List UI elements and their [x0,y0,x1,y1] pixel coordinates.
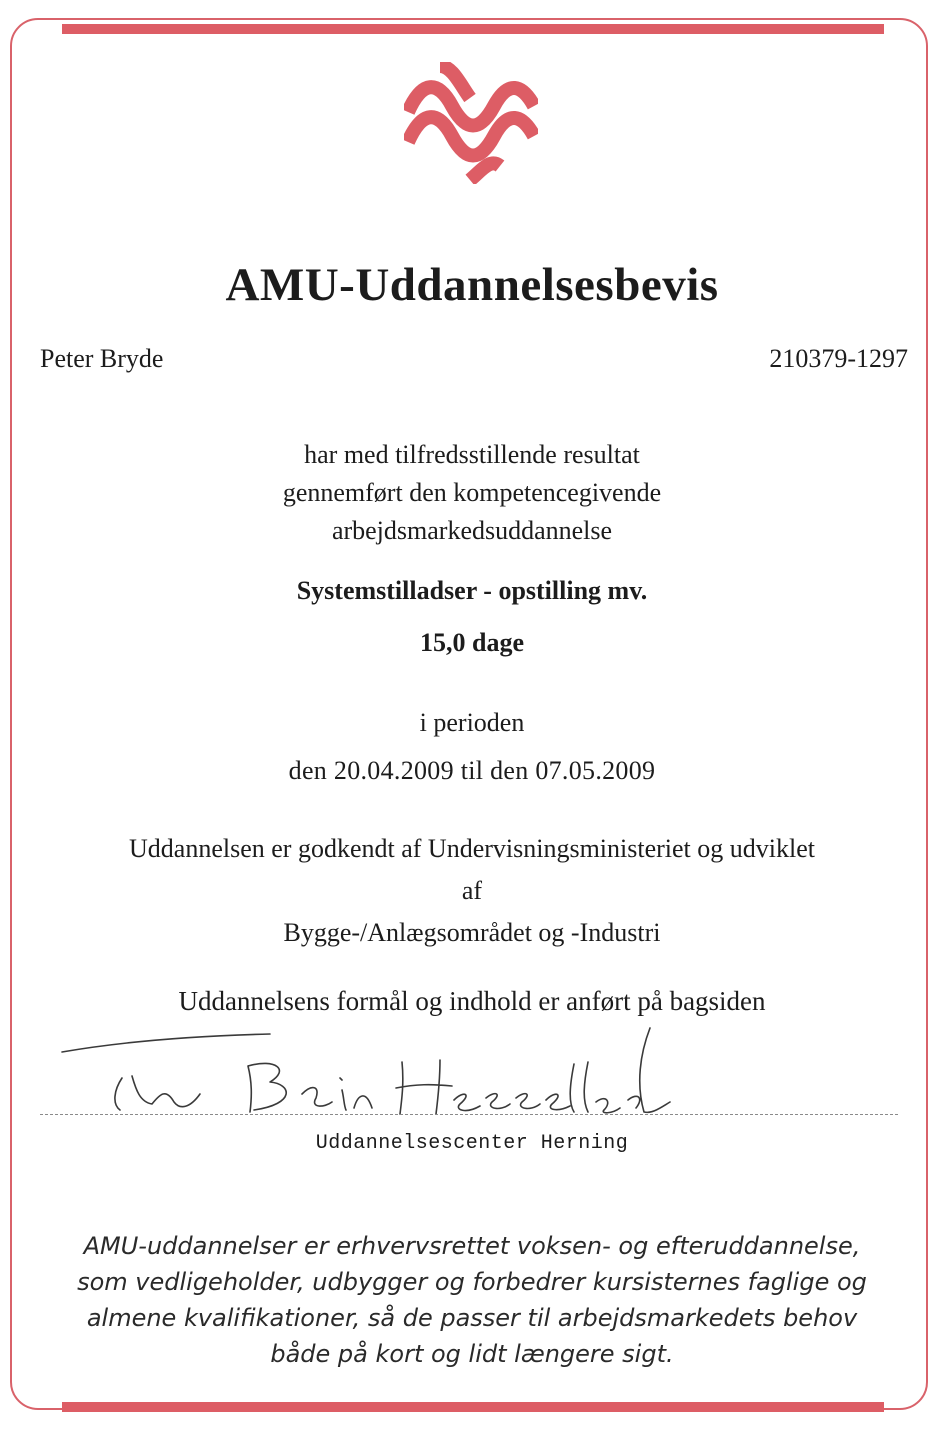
course-duration: 15,0 dage [420,628,524,657]
footer-line: som vedligeholder, udbygger og forbedrer kursisternes faglige og [77,1268,867,1296]
footer-note [0,1228,944,1372]
intro-line: arbejdsmarkedsuddannelse [331,516,613,545]
intro-text [0,436,944,550]
footer-line: almene kvalifikationer, så de passer til arbejdsmarkedets behov [86,1304,858,1332]
footer-line: både på kort og lidt længere sigt. [270,1340,674,1368]
course-name: Systemstilladser - opstilling mv. [296,576,648,605]
approval-line: Uddannelsen er godkendt af Undervisningsministeriet og udviklet [129,834,815,863]
intro-line: har med tilfredsstillende resultat [304,440,640,469]
approval-line: af [461,876,483,905]
handwritten-signature [40,1024,920,1134]
issuer-name: Uddannelsescenter Herning [315,1132,629,1155]
certificate-title: AMU-Uddannelsesbevis [225,259,719,311]
recipient-name: Peter Bryde [40,344,164,373]
recipient-id: 210379-1297 [769,344,908,373]
period-dates: den 20.04.2009 til den 07.05.2009 [288,756,656,785]
bottom-accent-band [62,1402,884,1412]
footer-line: AMU-uddannelser er erhvervsrettet voksen- og efteruddannelse, [83,1232,861,1260]
period-label: i perioden [419,708,525,737]
top-accent-band [62,24,884,34]
approval-text [0,828,944,912]
approval-area: Bygge-/Anlægsområdet og -Industri [283,918,661,947]
signature-line [40,1114,898,1115]
purpose-note: Uddannelsens formål og indhold er anført på bagsiden [178,986,766,1016]
intro-line: gennemført den kompetencegivende [282,478,662,507]
amu-wave-logo-icon [404,62,538,184]
